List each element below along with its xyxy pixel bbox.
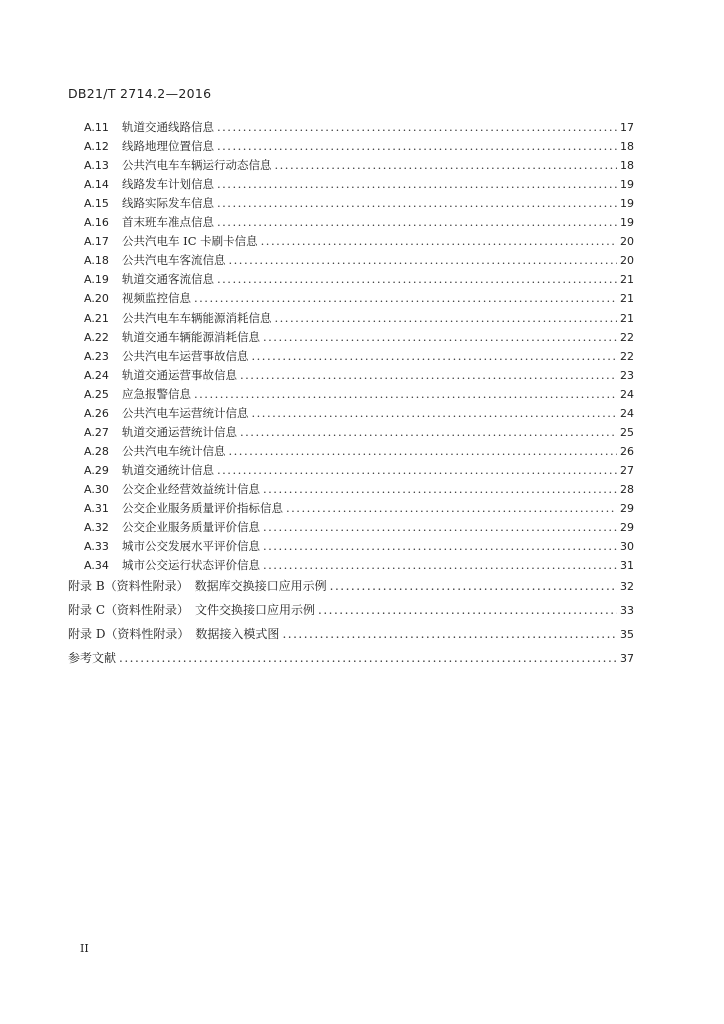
toc-entry-number: A.17 (84, 235, 109, 249)
toc-appendix-entry[interactable] (68, 625, 634, 643)
toc-leader-dots (263, 328, 617, 346)
page-number: II (80, 942, 89, 955)
toc-entry-number: A.34 (84, 559, 109, 573)
document-code-header: DB21/T 2714.2—2016 (68, 86, 212, 101)
toc-leader-dots (194, 385, 617, 403)
toc-entry-title: 线路地理位置信息 (122, 139, 214, 154)
toc-entry-title: 公共汽电车车辆能源消耗信息 (122, 310, 272, 325)
toc-leader-dots (217, 137, 617, 155)
toc-entry[interactable] (84, 251, 634, 269)
toc-leader-dots (263, 480, 617, 498)
toc-leader-dots (229, 251, 618, 269)
toc-leader-dots (263, 537, 617, 555)
toc-entry-page: 27 (620, 463, 634, 477)
toc-leader-dots (330, 577, 617, 595)
toc-entry-page: 20 (620, 254, 634, 268)
toc-entry-page: 24 (620, 406, 634, 420)
toc-entry-number: A.18 (84, 254, 109, 268)
toc-entry-page: 22 (620, 330, 634, 344)
toc-entry[interactable] (84, 499, 634, 517)
toc-entry-title: 首末班车准点信息 (122, 215, 214, 230)
toc-entry-title: 轨道交通车辆能源消耗信息 (122, 329, 260, 344)
toc-entry[interactable] (84, 118, 634, 136)
toc-entry-page: 29 (620, 521, 634, 535)
toc-leader-dots (229, 442, 618, 460)
toc-entry-title: 附录 D（资料性附录） 数据接入模式图 (68, 627, 280, 641)
toc-entry-title: 公共汽电车运营事故信息 (122, 348, 249, 363)
toc-entry[interactable] (84, 347, 634, 365)
toc-entry-title: 视频监控信息 (122, 291, 191, 306)
toc-entry-number: A.25 (84, 387, 109, 401)
toc-entry-page: 21 (620, 292, 634, 306)
toc-leader-dots (252, 347, 618, 365)
toc-leader-dots (261, 232, 617, 250)
toc-entry-number: A.30 (84, 482, 109, 496)
toc-appendix-entry[interactable] (68, 577, 634, 595)
toc-entry-page: 25 (620, 425, 634, 439)
toc-entry-number: A.26 (84, 406, 109, 420)
toc-entry-page: 28 (620, 482, 634, 496)
toc-entry-page: 32 (620, 580, 634, 593)
toc-entry-title: 公共汽电车车辆运行动态信息 (122, 158, 272, 173)
toc-entry-title: 城市公交发展水平评价信息 (122, 539, 260, 554)
toc-entry-page: 26 (620, 444, 634, 458)
toc-entry[interactable] (84, 194, 634, 212)
toc-entry-title: 线路实际发车信息 (122, 196, 214, 211)
toc-entry[interactable] (84, 309, 634, 327)
toc-entry[interactable] (84, 232, 634, 250)
toc-entry[interactable] (84, 366, 634, 384)
toc-leader-dots (275, 309, 618, 327)
toc-entry-page: 18 (620, 140, 634, 154)
toc-entry-title: 公共汽电车 IC 卡刷卡信息 (122, 234, 258, 249)
toc-leader-dots (217, 175, 617, 193)
toc-entry-number: A.28 (84, 444, 109, 458)
toc-entry-page: 22 (620, 349, 634, 363)
toc-entry-number: A.11 (84, 121, 109, 134)
toc-entry[interactable] (84, 328, 634, 346)
toc-entry-number: A.27 (84, 425, 109, 439)
toc-entry-page: 19 (620, 178, 634, 192)
toc-entry[interactable] (84, 175, 634, 193)
toc-leader-dots (119, 649, 617, 667)
toc-entry-number: A.12 (84, 140, 109, 154)
toc-leader-dots (217, 213, 617, 231)
toc-entry-page: 18 (620, 159, 634, 173)
toc-entry-page: 19 (620, 197, 634, 211)
toc-entry-title: 应急报警信息 (122, 386, 191, 401)
toc-leader-dots (318, 601, 617, 619)
toc-leader-dots (194, 289, 617, 307)
toc-entry-title: 线路发车计划信息 (122, 177, 214, 192)
toc-entry-page: 21 (620, 311, 634, 325)
toc-entry-number: A.20 (84, 292, 109, 306)
toc-entry-title: 公交企业经营效益统计信息 (122, 481, 260, 496)
toc-entry-page: 24 (620, 387, 634, 401)
toc-leader-dots (286, 499, 617, 517)
toc-entry-title: 公共汽电车客流信息 (122, 253, 226, 268)
toc-entry-page: 29 (620, 502, 634, 515)
toc-entry-number: A.22 (84, 330, 109, 344)
toc-leader-dots (282, 625, 617, 643)
toc-entry[interactable] (84, 270, 634, 288)
toc-entry[interactable] (84, 385, 634, 403)
toc-entry-page: 33 (620, 604, 634, 617)
toc-entry-title: 公共汽电车统计信息 (122, 443, 226, 458)
toc-entry-title: 轨道交通客流信息 (122, 272, 214, 287)
toc-entry-number: A.16 (84, 216, 109, 230)
toc-entry[interactable] (84, 289, 634, 307)
toc-entry-page: 21 (620, 273, 634, 287)
toc-entry-page: 30 (620, 540, 634, 554)
toc-entry-title: 轨道交通运营统计信息 (122, 424, 237, 439)
toc-entry-page: 31 (620, 559, 634, 573)
toc-entry-number: A.23 (84, 349, 109, 363)
toc-entry-page: 17 (620, 121, 634, 134)
toc-entry[interactable] (84, 213, 634, 231)
toc-entry-number: A.19 (84, 273, 109, 287)
toc-leader-dots (275, 156, 618, 174)
toc-leader-dots (217, 194, 617, 212)
toc-entry-page: 20 (620, 235, 634, 249)
toc-entry-title: 轨道交通运营事故信息 (122, 367, 237, 382)
toc-leader-dots (217, 270, 617, 288)
toc-entry-title: 轨道交通线路信息 (122, 120, 214, 134)
toc-entry-number: A.33 (84, 540, 109, 554)
toc-entry-number: A.13 (84, 159, 109, 173)
toc-entry[interactable] (84, 518, 634, 536)
toc-entry-number: A.31 (84, 502, 109, 515)
toc-entry-number: A.15 (84, 197, 109, 211)
toc-entry[interactable] (84, 556, 634, 574)
toc-leader-dots (263, 556, 617, 574)
toc-entry[interactable] (84, 480, 634, 498)
toc-entry-number: A.21 (84, 311, 109, 325)
toc-entry-title: 附录 C（资料性附录） 文件交换接口应用示例 (68, 603, 315, 617)
toc-entry-title: 公共汽电车运营统计信息 (122, 405, 249, 420)
toc-leader-dots (217, 461, 617, 479)
toc-entry[interactable] (84, 442, 634, 460)
toc-entry-title: 城市公交运行状态评价信息 (122, 558, 260, 573)
toc-entry-page: 19 (620, 216, 634, 230)
toc-entry-page: 37 (620, 652, 634, 665)
toc-entry-number: A.24 (84, 368, 109, 382)
toc-leader-dots (263, 518, 617, 536)
toc-appendix-entry[interactable] (68, 601, 634, 619)
toc-entry[interactable] (84, 156, 634, 174)
toc-entry-title: 附录 B（资料性附录） 数据库交换接口应用示例 (68, 579, 327, 593)
toc-entry[interactable] (84, 461, 634, 479)
toc-entry-page: 35 (620, 628, 634, 641)
toc-entry-title: 公交企业服务质量评价指标信息 (122, 501, 283, 515)
toc-entry[interactable] (84, 537, 634, 555)
toc-entry-page: 23 (620, 368, 634, 382)
toc-leader-dots (240, 423, 617, 441)
toc-entry[interactable] (84, 423, 634, 441)
toc-entry-number: A.32 (84, 521, 109, 535)
toc-entry-number: A.14 (84, 178, 109, 192)
toc-entry[interactable] (84, 404, 634, 422)
toc-entry-title: 公交企业服务质量评价信息 (122, 520, 260, 535)
toc-leader-dots (252, 404, 618, 422)
toc-entry-title: 参考文献 (68, 651, 117, 665)
toc-appendix-entry[interactable] (68, 649, 634, 667)
toc-entry-number: A.29 (84, 463, 109, 477)
toc-entry[interactable] (84, 137, 634, 155)
toc-leader-dots (240, 366, 617, 384)
toc-entry-title: 轨道交通统计信息 (122, 462, 214, 477)
toc-leader-dots (217, 118, 617, 136)
